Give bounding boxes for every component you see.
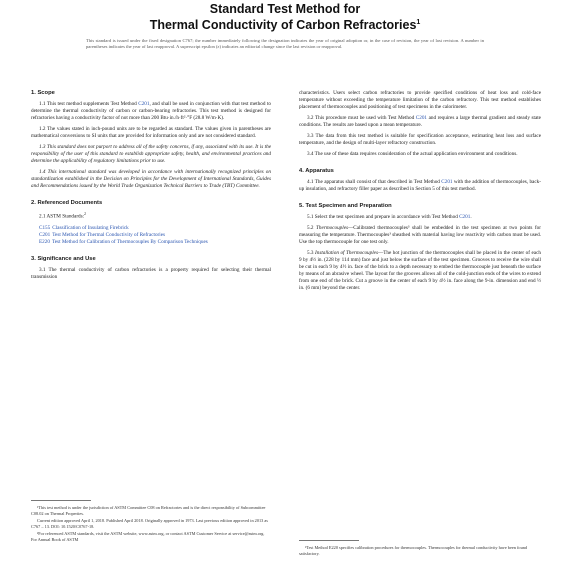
link-c201[interactable]: C201 xyxy=(415,115,428,121)
para-3-4: 3.4 The use of these data requires consideration of the actual application environment and conditions. xyxy=(307,151,518,157)
para-1-4: 1.4 This international standard was developed in accordance with internationally recognized principles on standardization established in the Decision on Principles for the Development of International Standards, Guides and Recommendations issued by the World Trade Organization Technical Barriers to Trade (TBT) Committee. xyxy=(31,169,271,189)
footnote-3: ³Test Method E220 specifies calibration procedures for thermocouples. Thermocouples for thermal conductivity have been found satisfactory. xyxy=(299,545,528,556)
para-3-3: 3.3 The data from this test method is suitable for specification acceptance, estimating heat loss and surface temperature, and the design of multi-layer refractory construction. xyxy=(299,133,541,146)
title-line-1: Standard Test Method for xyxy=(209,2,361,16)
footnotes-right xyxy=(299,540,541,558)
footnote-1-edition: Current edition approved April 1, 2018. Published April 2018. Originally approved in 1973. Last previous edition approved in 2013 as C767 – 13. DOI: 10.1520/C0767-18. xyxy=(31,518,268,529)
para-4-1: 4.1 The apparatus shall consist of that described in Test Method C201 with the addition of thermocouples, back-up insulation, and refractory filler paper as described in Section 5 of this test method. xyxy=(299,179,541,192)
para-2-1: 2.1 ASTM Standards:$^2$ xyxy=(39,212,86,220)
para-3-1-continued: characteristics. Users select carbon refractories to provide specified conditions of heat loss and cold-face temperature without exceeding the temperature limitation of the carbon refractory. This test method establishes placement of thermocouples and positioning of test specimens in the calorimeter. xyxy=(299,90,541,110)
para-5-2: 5.2 Thermocouples—Calibrated thermocouples³ shall be embedded in the test specimen at two points for measuring the temperature. Thermocouples³ sheathed with material having low reactivity with carbon must be used. Use the top thermocouple for one test only. xyxy=(299,225,542,245)
link-c201[interactable]: C201 xyxy=(441,179,453,185)
para-1-2: 1.2 The values stated in inch-pound units are to be regarded as standard. The values given in parentheses are mathematical conversions to SI units that are provided for information only and are not considered standard. xyxy=(31,126,271,139)
ref-code-e220[interactable]: E220 xyxy=(39,238,50,245)
footnote-rule xyxy=(299,540,359,541)
reference-item xyxy=(39,225,271,232)
section-5-heading: 5. Test Specimen and Preparation xyxy=(299,203,392,209)
para-5-1: 5.1 Select the test specimen and prepare in accordance with Test Method C201. xyxy=(307,214,472,220)
ref-title-e220[interactable]: Test Method for Calibration of Thermocouples By Comparison Techniques xyxy=(51,238,208,245)
ref-code-c201[interactable]: C201 xyxy=(39,231,51,238)
footnotes-left xyxy=(31,500,271,545)
ref-title-c155[interactable]: Classification of Insulating Firebrick xyxy=(52,224,129,231)
link-c201[interactable]: C201 xyxy=(138,101,150,107)
document-title xyxy=(0,16,570,32)
title-footnote-marker: 1 xyxy=(416,19,421,26)
link-c201[interactable]: C201 xyxy=(459,214,471,220)
para-1-3: 1.3 This standard does not purport to address all of the safety concerns, if any, associated with its use. It is the responsibility of the user of this standard to establish appropriate safety, health, and environmental practices and determine the applicability of regulatory limitations prior to use. xyxy=(31,144,271,164)
ref-code-c155[interactable]: C155 xyxy=(39,224,51,231)
footnote-1: ¹This test method is under the jurisdiction of ASTM Committee C08 on Refractories and is the direct responsibility of Subcommittee C08.02 on Thermal Properties. xyxy=(31,505,266,516)
left-column xyxy=(31,78,271,285)
title-block xyxy=(0,2,570,32)
ref-title-c201[interactable]: Test Method for Thermal Conductivity of Refractories xyxy=(52,231,166,238)
footnote-rule xyxy=(31,500,91,501)
section-2-heading: 2. Referenced Documents xyxy=(31,200,103,206)
title-line-2: Thermal Conductivity of Carbon Refractories xyxy=(149,18,417,33)
section-1-heading: 1. Scope xyxy=(31,90,55,96)
para-3-1: 3.1 The thermal conductivity of carbon refractories is a property required for selecting their thermal transmission xyxy=(31,266,271,280)
designation-notice: This standard is issued under the fixed designation C767; the number immediately following the designation indicates the year of original adoption or, in the case of revision, the year of last revision. A number in parentheses indicates the year of last reapproval. A superscript epsilon (ε) indicates an editorial change since the last revision or reapproval. xyxy=(86,38,484,50)
reference-item xyxy=(39,232,271,239)
right-column xyxy=(299,78,541,296)
section-4-heading: 4. Apparatus xyxy=(299,168,334,174)
para-5-3: 5.3 Installation of Thermocouples—The hot junction of the thermocouples shall be placed in the center of each 9 by 4½ in. (228 by 114 mm) face and just below the surface of the test specimen. Grooves to receive the wire shall be cut in each 9 by 4½ in. face of the brick to a depth necessary to embed the thermocouple just beneath the surface by means of an abrasive wheel. The layout for the grooves allows all of the cold-junction ends of the wires to extend from one end of the brick. Cut a groove in the center of each 9 by 4½ in. face along the 9-in. dimension and end ½ in. (6 mm) beyond the center. xyxy=(299,250,541,291)
footnote-2: ²For referenced ASTM standards, visit the ASTM website, www.astm.org, or contact ASTM Customer Service at service@astm.org. For Annual Book of ASTM xyxy=(31,531,265,542)
para-1-1: 1.1 This test method supplements Test Method C201, and shall be used in conjunction with that test method to determine the thermal conductivity of carbon or carbon-bearing refractories. This test method is designed for refractories having a conductivity factor of not more than 200 Btu·in./h·ft²·°F (28.8 W/m·K). xyxy=(31,101,271,121)
para-3-2: 3.2 This procedure must be used with Test Method C201 and requires a large thermal gradient and steady state conditions. The results are based upon a mean temperature. xyxy=(299,115,541,128)
reference-item xyxy=(39,239,271,246)
section-3-heading: 3. Significance and Use xyxy=(31,255,96,262)
